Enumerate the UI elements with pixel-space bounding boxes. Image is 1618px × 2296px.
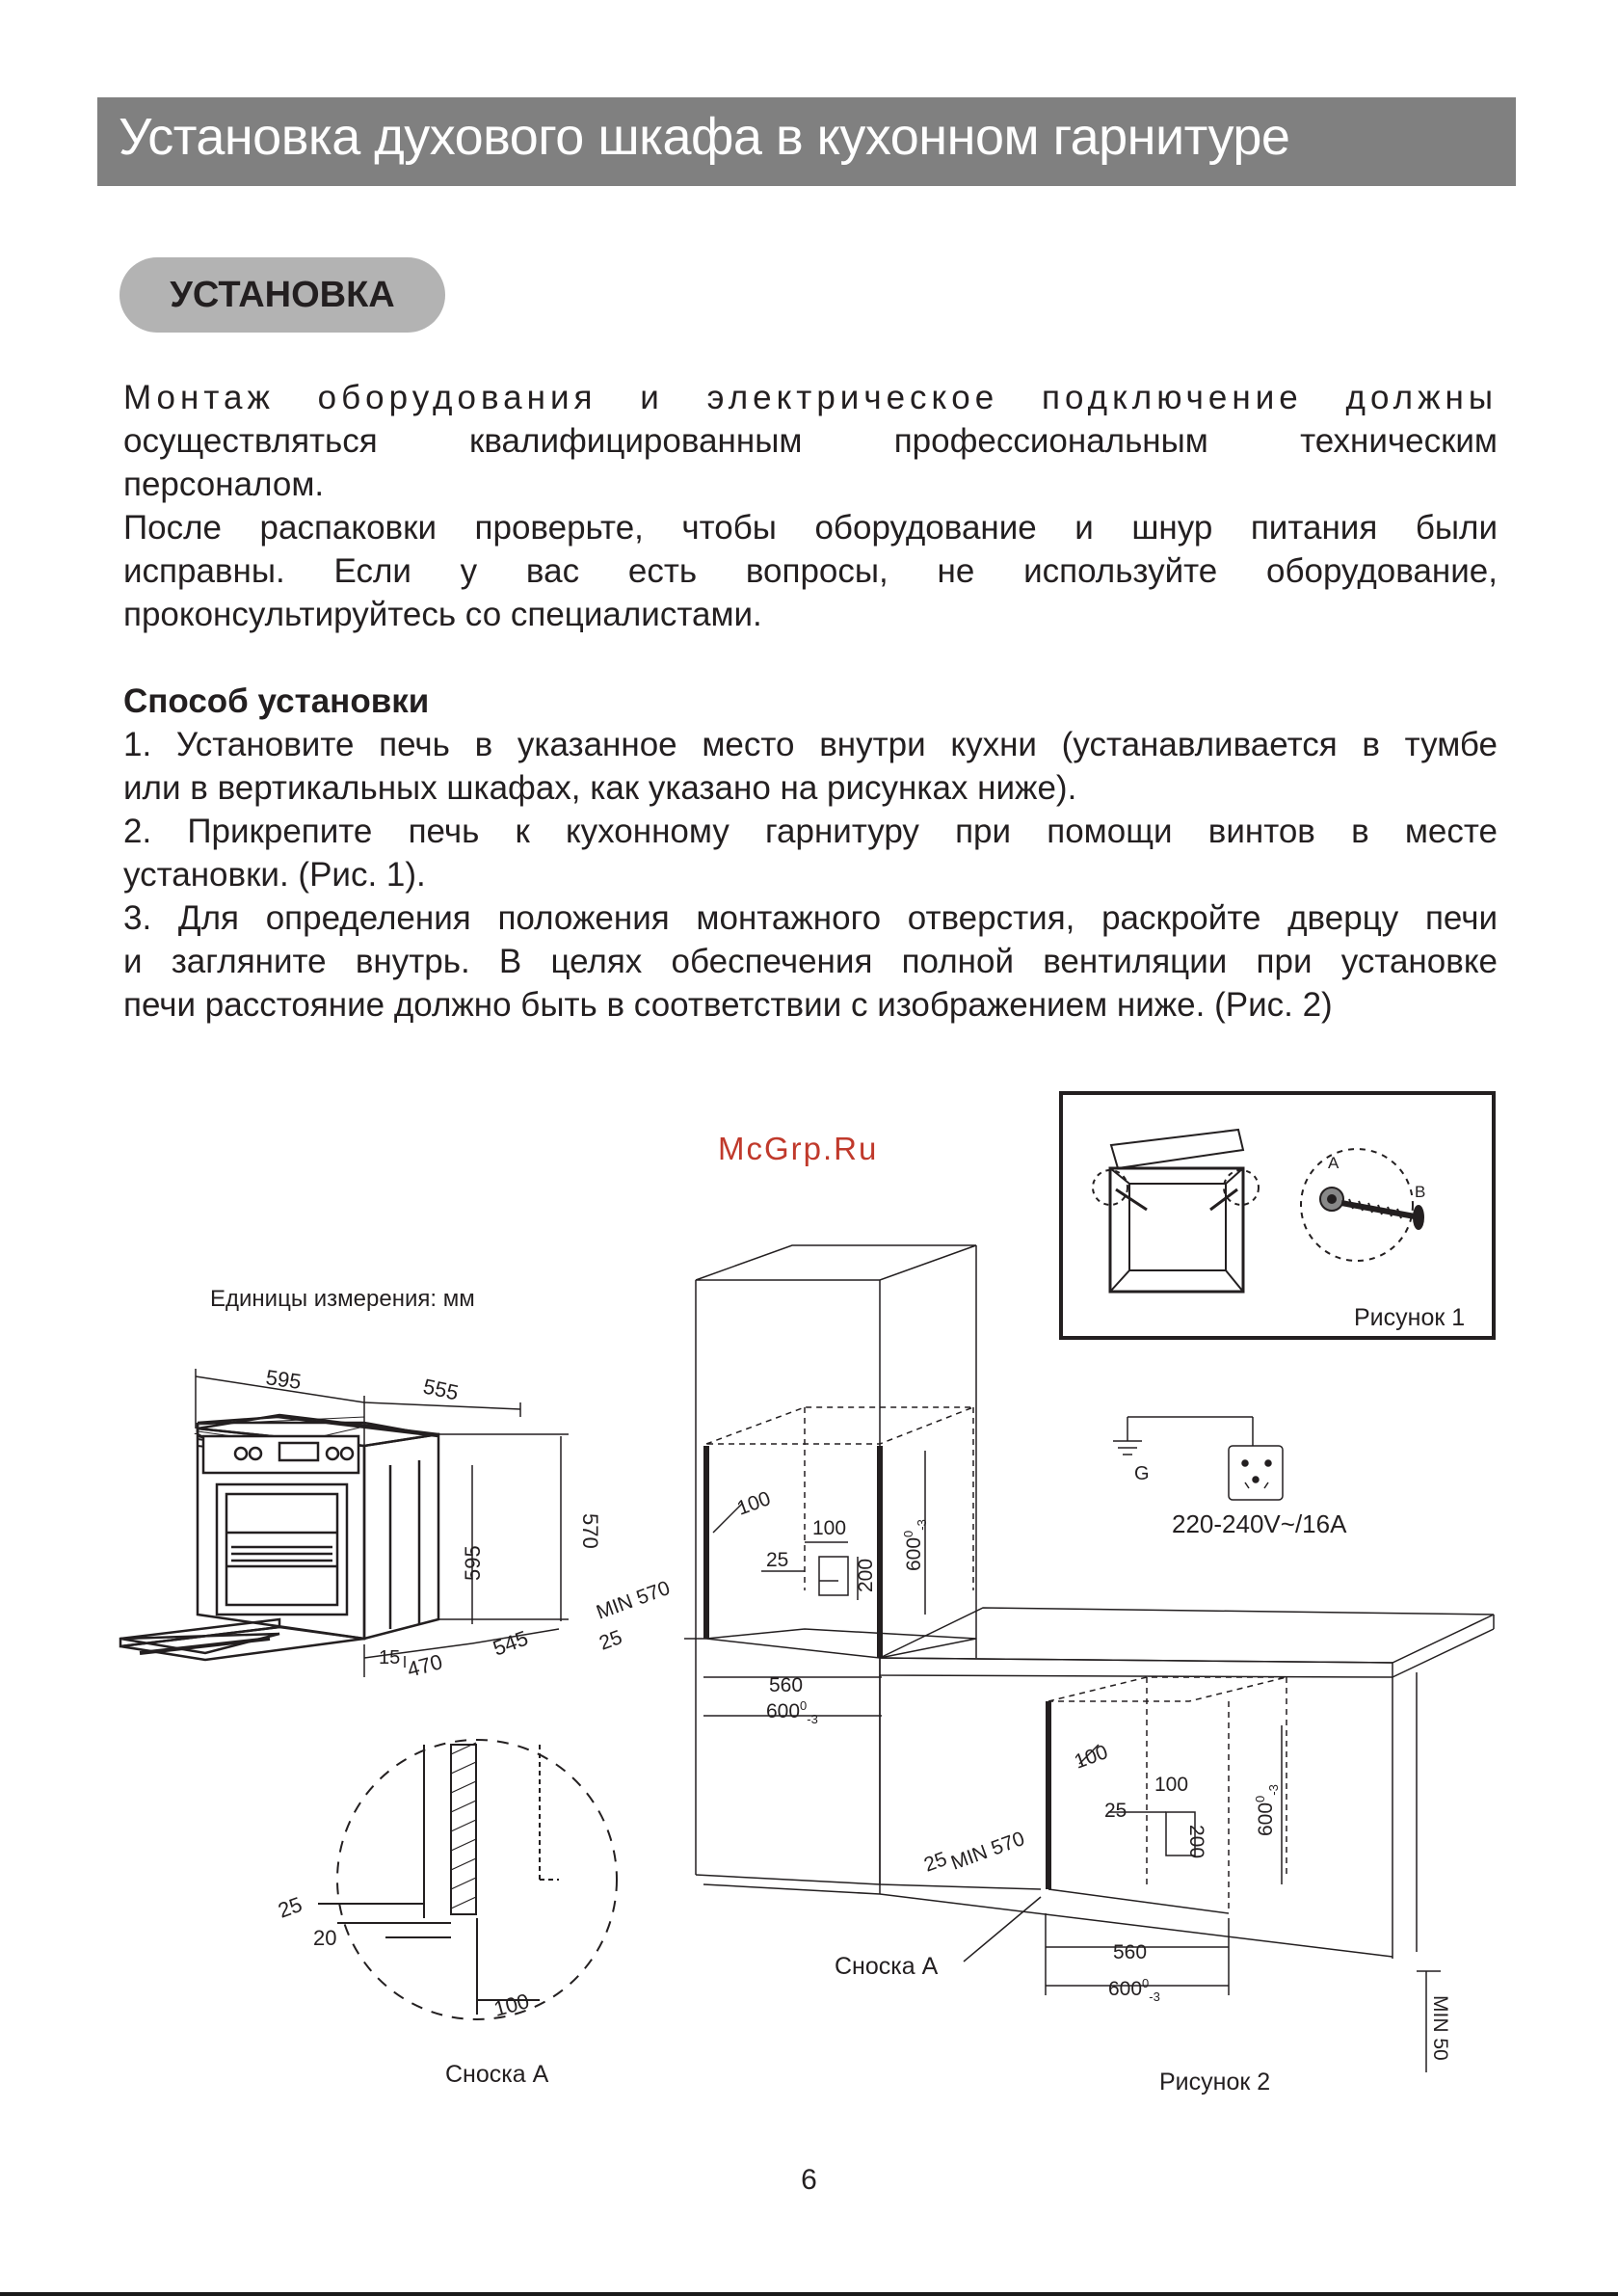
watermark: McGrp.Ru bbox=[718, 1131, 879, 1166]
base-dim-25: 25 bbox=[1104, 1800, 1127, 1822]
tall-dim-600h-sub: -3 bbox=[807, 1712, 818, 1726]
method-line-5: 3. Для определения положения монтажного отверстия, раскройте дверцу печи bbox=[123, 899, 1498, 937]
tall-dim-25: 25 bbox=[766, 1549, 789, 1571]
intro-line-5: исправны. Если у вас есть вопросы, не используйте оборудование, bbox=[123, 552, 1498, 590]
bottom-rule bbox=[0, 2292, 1618, 2296]
installation-diagram bbox=[0, 1060, 1618, 2140]
intro-line-4: После распаковки проверьте, чтобы оборудование и шнур питания были bbox=[123, 509, 1498, 547]
tall-dim-600v-sub: -3 bbox=[915, 1519, 929, 1531]
callout-a-dim-25: 25 bbox=[275, 1891, 305, 1923]
oven-dim-15: 15 bbox=[379, 1647, 401, 1669]
base-dim-100a: 100 bbox=[1071, 1741, 1111, 1774]
method-heading: Способ установки bbox=[123, 682, 430, 720]
base-dim-600h bbox=[1108, 1976, 1160, 2004]
base-dim-600v bbox=[1253, 1784, 1281, 1836]
tall-dim-100a: 100 bbox=[733, 1487, 774, 1520]
base-dim-600h-sup: 0 bbox=[1142, 1976, 1150, 1990]
fig1-point-a: A bbox=[1328, 1154, 1339, 1172]
page-header bbox=[97, 97, 1516, 186]
tall-dim-600h bbox=[766, 1698, 818, 1726]
base-dim-600v-sup: 0 bbox=[1253, 1795, 1267, 1802]
oven-dim-555: 555 bbox=[420, 1374, 462, 1405]
oven-dim-570: 570 bbox=[578, 1513, 602, 1549]
base-dim-600h-value: 600 bbox=[1108, 1978, 1143, 2000]
oven-dim-545: 545 bbox=[490, 1625, 532, 1661]
tall-dim-560: 560 bbox=[769, 1674, 804, 1696]
method-line-6: и загляните внутрь. В целях обеспечения полной вентиляции при установке bbox=[123, 943, 1498, 980]
method-line-1: 1. Установите печь в указанное место внутри кухни (устанавливается в тумбе bbox=[123, 726, 1498, 763]
callout-a-label-2: Сноска А bbox=[835, 1953, 939, 1980]
page-title: Установка духового шкафа в кухонном гарнитуре bbox=[119, 108, 1290, 166]
callout-a-dim-20: 20 bbox=[313, 1926, 337, 1950]
callout-a-pointer bbox=[964, 1897, 1041, 1962]
tall-dim-200: 200 bbox=[855, 1558, 877, 1592]
tall-dim-600v bbox=[901, 1519, 929, 1571]
intro-line-3: персоналом. bbox=[123, 466, 325, 503]
base-dim-25b: 25 bbox=[920, 1848, 950, 1877]
power-rating: 220-240V~/16A bbox=[1172, 1509, 1347, 1538]
figure-2-caption: Рисунок 2 bbox=[1159, 2069, 1271, 2096]
section-badge-label: УСТАНОВКА bbox=[170, 275, 395, 315]
units-label: Единицы измерения: мм bbox=[210, 1286, 475, 1312]
base-dim-200: 200 bbox=[1185, 1825, 1207, 1859]
base-min-570: MIN 570 bbox=[947, 1827, 1028, 1875]
tall-dim-100b: 100 bbox=[812, 1517, 847, 1539]
callout-a-dim-100: 100 bbox=[491, 1989, 532, 2021]
fig1-point-b: B bbox=[1415, 1183, 1426, 1201]
base-dim-560: 560 bbox=[1113, 1941, 1148, 1963]
base-min-50: MIN 50 bbox=[1429, 1995, 1451, 2061]
method-line-3: 2. Прикрепите печь к кухонному гарнитуру при помощи винтов в месте bbox=[123, 813, 1498, 850]
method-line-2: или в вертикальных шкафах, как указано на рисунках ниже). bbox=[123, 769, 1077, 807]
oven-dim-470: 470 bbox=[404, 1649, 445, 1682]
tall-dim-600h-sup: 0 bbox=[800, 1698, 808, 1713]
callout-a-detail bbox=[275, 1740, 617, 2088]
base-dim-600v-value: 600 bbox=[1255, 1802, 1277, 1836]
method-line-7: печи расстояние должно быть в соответствии с изображением ниже. (Рис. 2) bbox=[123, 986, 1333, 1024]
figure-1-caption: Рисунок 1 bbox=[1354, 1304, 1466, 1331]
callout-a-label: Сноска А bbox=[445, 2061, 549, 2088]
socket-icon bbox=[1229, 1446, 1283, 1500]
intro-line-1: Монтаж оборудования и электрическое подключение должны bbox=[123, 379, 1498, 416]
tall-min-570: MIN 570 bbox=[593, 1576, 674, 1624]
tall-dim-600v-value: 600 bbox=[903, 1536, 925, 1571]
oven-dim-595-top: 595 bbox=[264, 1365, 304, 1395]
ground-label: G bbox=[1134, 1463, 1150, 1484]
oven-dim-595-side: 595 bbox=[461, 1545, 485, 1581]
figure-1 bbox=[1061, 1093, 1494, 1338]
base-dim-600h-sub: -3 bbox=[1149, 1989, 1160, 2004]
page-number: 6 bbox=[801, 2164, 817, 2196]
intro-line-2: осуществляться квалифицированным профессиональным техническим bbox=[123, 422, 1498, 460]
tall-dim-25b: 25 bbox=[596, 1626, 625, 1655]
base-dim-100b: 100 bbox=[1154, 1774, 1189, 1796]
section-badge bbox=[119, 257, 445, 333]
tall-dim-600h-value: 600 bbox=[766, 1700, 801, 1722]
tall-cabinet bbox=[594, 1245, 976, 1894]
intro-line-6: проконсультируйтесь со специалистами. bbox=[123, 596, 762, 633]
method-line-4: установки. (Рис. 1). bbox=[123, 856, 426, 894]
oven-shape-proper bbox=[120, 1415, 438, 1660]
tall-dim-600v-sup: 0 bbox=[901, 1530, 915, 1537]
electrical-connection bbox=[1113, 1417, 1347, 1538]
base-cabinet bbox=[880, 1608, 1494, 2072]
base-dim-600v-sub: -3 bbox=[1266, 1784, 1281, 1796]
